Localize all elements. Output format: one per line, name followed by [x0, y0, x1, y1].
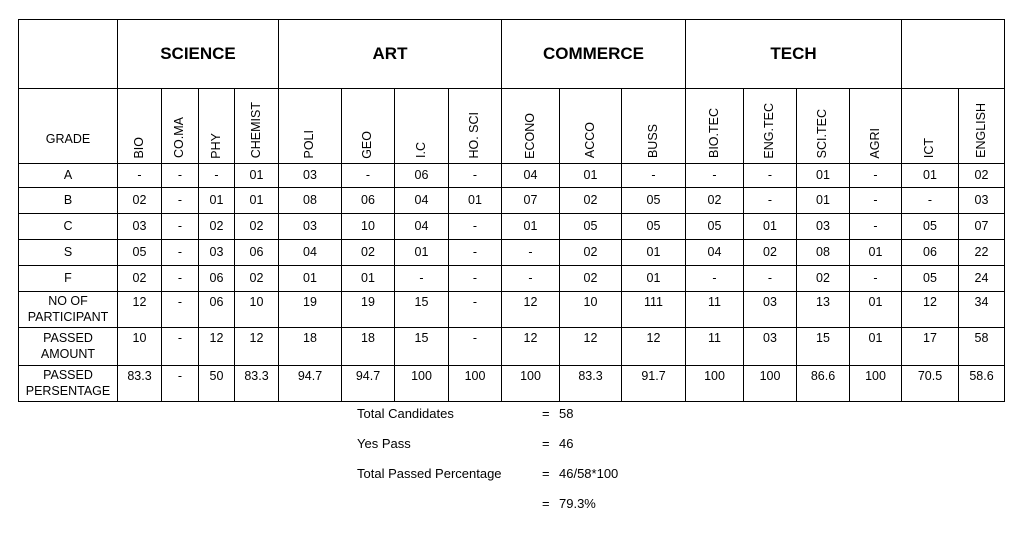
summary-equals: = [542, 436, 550, 451]
value-cell: 18 [279, 328, 342, 366]
subject-header [199, 89, 235, 164]
value-cell: 58 [959, 328, 1005, 366]
table-row [19, 328, 1005, 366]
value-cell: 06 [199, 266, 235, 292]
subject-header [395, 89, 449, 164]
value-cell: 05 [686, 214, 744, 240]
subject-header [449, 89, 502, 164]
value-cell: 02 [560, 188, 622, 214]
value-cell: 13 [797, 292, 850, 328]
value-cell: 11 [686, 328, 744, 366]
value-cell: 12 [199, 328, 235, 366]
value-cell: 01 [279, 266, 342, 292]
subject-header [959, 89, 1005, 164]
value-cell: 01 [502, 214, 560, 240]
row-label [19, 328, 118, 366]
value-cell: 34 [959, 292, 1005, 328]
value-cell: - [744, 266, 797, 292]
value-cell: - [162, 328, 199, 366]
value-cell: 02 [118, 188, 162, 214]
value-cell: 94.7 [342, 366, 395, 402]
value-cell: - [686, 266, 744, 292]
value-cell: 01 [744, 214, 797, 240]
value-cell: 100 [395, 366, 449, 402]
subject-label: CHEMIST [248, 102, 263, 159]
value-cell: 01 [395, 240, 449, 266]
value-cell: 08 [797, 240, 850, 266]
subject-header [235, 89, 279, 164]
value-cell: 12 [502, 292, 560, 328]
value-cell: 15 [395, 328, 449, 366]
subject-label: ACCO [582, 122, 597, 159]
subject-label: BUSS [645, 124, 660, 159]
value-cell: 19 [342, 292, 395, 328]
value-cell: 12 [502, 328, 560, 366]
value-cell: 02 [560, 266, 622, 292]
summary-label: Yes Pass [357, 436, 411, 451]
value-cell: 03 [797, 214, 850, 240]
group-science: SCIENCE [118, 20, 279, 89]
subject-label: SCI.TEC [815, 109, 830, 159]
value-cell: 83.3 [118, 366, 162, 402]
subject-label: BIO.TEC [706, 108, 721, 159]
value-cell: 02 [560, 240, 622, 266]
value-cell: 04 [502, 164, 560, 188]
value-cell: 01 [199, 188, 235, 214]
group-tech: TECH [686, 20, 902, 89]
value-cell: 02 [118, 266, 162, 292]
value-cell: - [162, 366, 199, 402]
value-cell: 08 [279, 188, 342, 214]
subject-label: ENGLISH [973, 103, 988, 159]
value-cell: - [162, 292, 199, 328]
value-cell: 02 [686, 188, 744, 214]
value-cell: 58.6 [959, 366, 1005, 402]
value-cell: 01 [622, 240, 686, 266]
value-cell: - [850, 188, 902, 214]
value-cell: 01 [850, 240, 902, 266]
subject-header [279, 89, 342, 164]
subject-header [744, 89, 797, 164]
table-row [19, 240, 1005, 266]
value-cell: 70.5 [902, 366, 959, 402]
value-cell: - [118, 164, 162, 188]
table-row [19, 164, 1005, 188]
value-cell: - [449, 266, 502, 292]
value-cell: - [850, 214, 902, 240]
subject-label: CO.MA [172, 117, 187, 159]
value-cell: 100 [686, 366, 744, 402]
subject-label: ENG.TEC [762, 102, 777, 159]
value-cell: 03 [279, 164, 342, 188]
value-cell: 94.7 [279, 366, 342, 402]
value-cell: 22 [959, 240, 1005, 266]
summary-value: 46/58*100 [559, 466, 619, 481]
value-cell: 12 [622, 328, 686, 366]
value-cell: 01 [850, 328, 902, 366]
value-cell: 06 [235, 240, 279, 266]
value-cell: 12 [902, 292, 959, 328]
value-cell: 15 [797, 328, 850, 366]
value-cell: - [449, 328, 502, 366]
value-cell: 10 [342, 214, 395, 240]
value-cell: 05 [902, 266, 959, 292]
subject-header [850, 89, 902, 164]
value-cell: 02 [744, 240, 797, 266]
subject-header [622, 89, 686, 164]
row-label: A [19, 164, 118, 188]
value-cell: - [449, 214, 502, 240]
table-row [19, 292, 1005, 328]
summary-label: Total Passed Percentage [357, 466, 502, 481]
value-cell: 01 [235, 164, 279, 188]
value-cell: 100 [850, 366, 902, 402]
value-cell: 01 [850, 292, 902, 328]
summary-value: 46 [559, 436, 574, 451]
value-cell: 24 [959, 266, 1005, 292]
value-cell: 01 [560, 164, 622, 188]
value-cell: 04 [686, 240, 744, 266]
value-cell: - [622, 164, 686, 188]
value-cell: - [162, 188, 199, 214]
value-cell: 06 [395, 164, 449, 188]
value-cell: 83.3 [235, 366, 279, 402]
row-label-line: NO OF [48, 293, 88, 308]
value-cell: - [686, 164, 744, 188]
row-label-line: PASSED [43, 367, 93, 382]
group-empty [902, 20, 1005, 89]
value-cell: - [744, 164, 797, 188]
value-cell: 05 [902, 214, 959, 240]
value-cell: 02 [342, 240, 395, 266]
subject-header [502, 89, 560, 164]
subject-header [560, 89, 622, 164]
value-cell: 01 [902, 164, 959, 188]
value-cell: 05 [622, 214, 686, 240]
subject-label: ICT [922, 138, 937, 159]
value-cell: 06 [902, 240, 959, 266]
subject-header [902, 89, 959, 164]
row-label [19, 366, 118, 402]
value-cell: 10 [235, 292, 279, 328]
summary-equals: = [542, 466, 550, 481]
value-cell: 19 [279, 292, 342, 328]
summary-value: 79.3% [559, 496, 596, 511]
row-label: F [19, 266, 118, 292]
value-cell: - [744, 188, 797, 214]
row-label [19, 292, 118, 328]
group-commerce: COMMERCE [502, 20, 686, 89]
value-cell: - [449, 292, 502, 328]
value-cell: - [199, 164, 235, 188]
value-cell: - [162, 164, 199, 188]
value-cell: 06 [342, 188, 395, 214]
value-cell: 10 [560, 292, 622, 328]
value-cell: 02 [199, 214, 235, 240]
value-cell: - [162, 266, 199, 292]
value-cell: - [902, 188, 959, 214]
value-cell: 01 [235, 188, 279, 214]
value-cell: 11 [686, 292, 744, 328]
value-cell: 03 [959, 188, 1005, 214]
value-cell: 03 [744, 292, 797, 328]
value-cell: 01 [797, 164, 850, 188]
summary-equals: = [542, 496, 550, 511]
grade-rows [19, 164, 1005, 402]
group-header-row [19, 20, 1005, 89]
value-cell: 17 [902, 328, 959, 366]
value-cell: 04 [395, 214, 449, 240]
value-cell: 01 [797, 188, 850, 214]
value-cell: - [850, 266, 902, 292]
value-cell: 03 [744, 328, 797, 366]
subject-label: ECONO [522, 112, 537, 159]
subject-label: BIO [131, 136, 146, 159]
value-cell: - [342, 164, 395, 188]
value-cell: - [162, 214, 199, 240]
value-cell: 83.3 [560, 366, 622, 402]
row-label: C [19, 214, 118, 240]
subject-label: GEO [360, 130, 375, 159]
row-label: B [19, 188, 118, 214]
table-row [19, 214, 1005, 240]
table-row [19, 366, 1005, 402]
value-cell: 02 [235, 214, 279, 240]
value-cell: 12 [118, 292, 162, 328]
value-cell: - [850, 164, 902, 188]
value-cell: - [162, 240, 199, 266]
subject-label: PHY [208, 132, 223, 159]
value-cell: 10 [118, 328, 162, 366]
subject-header [162, 89, 199, 164]
summary-value: 58 [559, 406, 574, 421]
value-cell: 07 [502, 188, 560, 214]
value-cell: 02 [235, 266, 279, 292]
value-cell: 50 [199, 366, 235, 402]
value-cell: 100 [449, 366, 502, 402]
table-row [19, 188, 1005, 214]
value-cell: 18 [342, 328, 395, 366]
row-label-line: PARTICIPANT [27, 309, 109, 324]
value-cell: 03 [118, 214, 162, 240]
value-cell: 06 [199, 292, 235, 328]
subject-header [342, 89, 395, 164]
grade-header: GRADE [19, 89, 118, 164]
value-cell: - [449, 164, 502, 188]
row-label-line: PERSENTAGE [25, 383, 111, 398]
value-cell: 91.7 [622, 366, 686, 402]
value-cell: - [502, 240, 560, 266]
row-label-line: AMOUNT [40, 346, 96, 361]
value-cell: - [502, 266, 560, 292]
subject-label: HO. SCI [467, 111, 482, 159]
value-cell: 04 [395, 188, 449, 214]
value-cell: - [449, 240, 502, 266]
value-cell: 12 [560, 328, 622, 366]
corner-cell [19, 20, 118, 89]
value-cell: 86.6 [797, 366, 850, 402]
value-cell: 02 [797, 266, 850, 292]
value-cell: 05 [118, 240, 162, 266]
subject-header [118, 89, 162, 164]
subject-label: POLI [302, 129, 317, 159]
group-art: ART [279, 20, 502, 89]
value-cell: 04 [279, 240, 342, 266]
subject-header-row [19, 89, 1005, 164]
value-cell: 01 [342, 266, 395, 292]
value-cell: 05 [560, 214, 622, 240]
row-label: S [19, 240, 118, 266]
value-cell: 100 [502, 366, 560, 402]
value-cell: 03 [279, 214, 342, 240]
value-cell: 12 [235, 328, 279, 366]
value-cell: 01 [622, 266, 686, 292]
value-cell: 15 [395, 292, 449, 328]
subject-label: AGRI [867, 127, 882, 159]
value-cell: 05 [622, 188, 686, 214]
results-table [18, 19, 1005, 402]
subject-header [797, 89, 850, 164]
value-cell: 03 [199, 240, 235, 266]
value-cell: 02 [959, 164, 1005, 188]
subject-header [686, 89, 744, 164]
summary-equals: = [542, 406, 550, 421]
value-cell: 07 [959, 214, 1005, 240]
value-cell: 01 [449, 188, 502, 214]
value-cell: - [395, 266, 449, 292]
value-cell: 111 [622, 292, 686, 328]
summary-label: Total Candidates [357, 406, 454, 421]
value-cell: 100 [744, 366, 797, 402]
row-label-line: PASSED [43, 330, 93, 345]
table-row [19, 266, 1005, 292]
subject-label: I.C [413, 142, 428, 159]
